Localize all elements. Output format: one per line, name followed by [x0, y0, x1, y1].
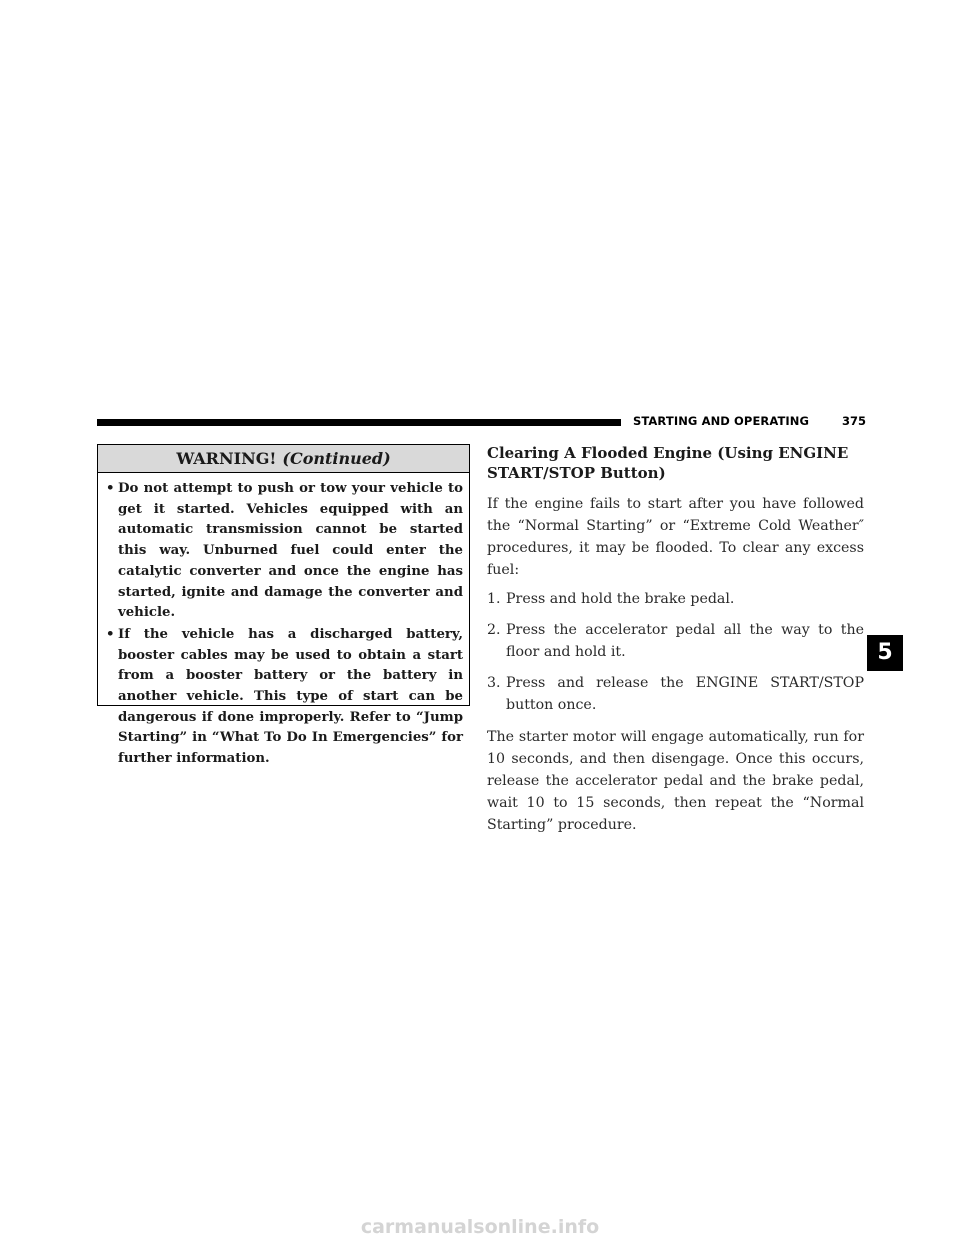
steps-list — [487, 588, 864, 716]
chapter-tab: 5 — [867, 635, 903, 671]
step-item — [487, 588, 864, 610]
page-number: 375 — [842, 414, 867, 428]
step-text: Press the accelerator pedal all the way to the floor and hold it. — [506, 622, 864, 660]
warning-item — [106, 479, 463, 624]
step-item — [487, 672, 864, 716]
warning-title: WARNING! — [176, 449, 277, 468]
warning-item-text: Do not attempt to push or tow your vehicle to get it started. Vehicles equipped with an automatic transmission cannot be started this way. Unburned fuel could enter the catalytic converter and once the engine has started, ignite and damage the converter and vehicle. — [118, 481, 463, 621]
step-number: 1. — [487, 591, 501, 607]
step-text: Press and hold the brake pedal. — [506, 591, 735, 607]
intro-paragraph: If the engine fails to start after you have followed the “Normal Starting” or “Extreme Cold Weather″ procedures, it may be flooded. To clear any excess fuel: — [487, 496, 864, 578]
watermark: carmanualsonline.info — [360, 1216, 600, 1238]
warning-continued: (Continued) — [282, 449, 391, 468]
warning-box — [97, 444, 470, 767]
warning-item-text: If the vehicle has a discharged battery, booster cables may be used to obtain a start from a booster battery or the battery in another vehicle. This type of start can be dangerous if done improperly. Refer to “Jump Starting” in “What To Do In Emergencies” for further information. — [118, 626, 463, 767]
warning-item — [106, 625, 463, 770]
warning-list — [98, 473, 469, 770]
warning-header — [98, 445, 469, 473]
header-rule — [97, 419, 621, 426]
step-item — [487, 619, 864, 663]
section-title: STARTING AND OPERATING — [633, 414, 810, 428]
bullet-icon: • — [106, 626, 115, 642]
closing-paragraph: The starter motor will engage automatically, run for 10 seconds, and then disengage. Once this occurs, release the accelerator pedal and the brake pedal, wait 10 to 15 seconds, then repeat the “Normal Starting” procedure. — [487, 729, 864, 833]
main-column — [487, 443, 864, 836]
step-number: 3. — [487, 675, 501, 691]
step-text: Press and release the ENGINE START/STOP button once. — [506, 675, 864, 713]
bullet-icon: • — [106, 481, 115, 496]
step-number: 2. — [487, 622, 501, 638]
section-heading: Clearing A Flooded Engine (Using ENGINE START/STOP Button) — [487, 444, 849, 482]
